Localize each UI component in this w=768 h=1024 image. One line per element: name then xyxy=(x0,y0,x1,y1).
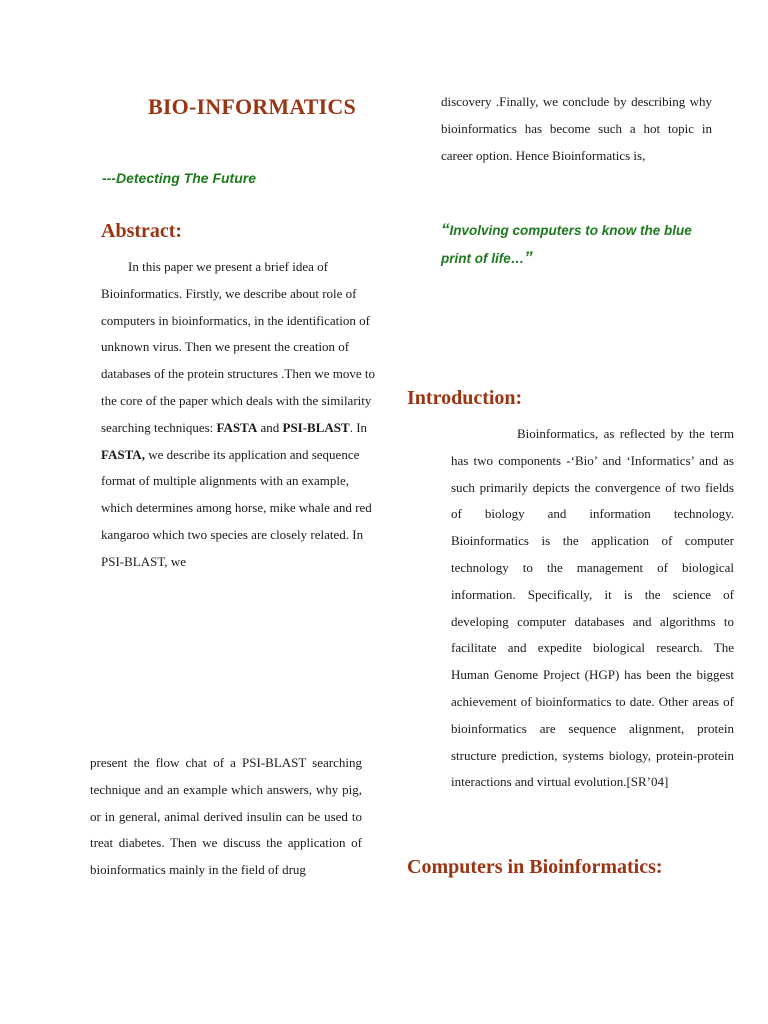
psiblast-term: PSI-BLAST xyxy=(282,419,350,435)
document-title: BIO-INFORMATICS xyxy=(148,94,356,119)
quote-close-mark: ” xyxy=(524,248,533,267)
abstract-heading: Abstract: xyxy=(101,220,183,242)
abstract-paragraph xyxy=(101,254,384,576)
quote-open-mark: “ xyxy=(441,220,450,239)
abstract-continued-paragraph: present the flow chat of a PSI-BLAST searching technique and an example which answers, why pig, or in general, animal derived insulin can be used to treat diabetes. Then we discuss the application of bioinformatics mainly in the field of drug xyxy=(90,755,362,878)
pull-quote xyxy=(441,216,711,272)
computers-heading: Computers in Bioinformatics: xyxy=(407,856,663,878)
fasta-term-2: FASTA, xyxy=(101,446,145,462)
abstract-text-1: In this paper we present a brief idea of Bioinformatics. Firstly, we describe about role of computers in bioinformatics, in the identification of unknown virus. Then we present the creation of databases of the protein structures .Then we move to the core of the paper which deals with the similarity searching techniques: xyxy=(101,259,375,435)
introduction-paragraph xyxy=(451,421,734,796)
introduction-text: Bioinformatics, as reflected by the term has two components -‘Bio’ and ‘Informatics’ and as such primarily depicts the convergence of two fields of biology and information technology. Bioinformatics is the application of computer technology to the management of biological information. Specifically, it is the science of developing computer databases and algorithms to facilitate and expedite biological research. The Human Genome Project (HGP) has been the biggest achievement of bioinformatics to date. Other areas of bioinformatics are sequence alignment, protein structure prediction, systems biology, protein-protein interactions and virtual evolution.[SR’04] xyxy=(451,426,734,790)
right-column-paragraph: discovery .Finally, we conclude by describing why bioinformatics has become such a hot topic in career option. Hence Bioinformatics is, xyxy=(441,94,712,163)
quote-text: Involving computers to know the blue print of life… xyxy=(441,223,692,266)
document-subtitle: ---Detecting The Future xyxy=(102,170,256,186)
and-text: and xyxy=(257,419,283,435)
introduction-heading: Introduction: xyxy=(407,387,523,409)
fasta-term: FASTA xyxy=(216,419,258,435)
abstract-text-2: . In xyxy=(349,419,368,435)
abstract-text-3: we describe its application and sequence format of multiple alignments with an example, which determines among horse, mike whale and red kangaroo which two species are closely related. In PSI-BLAST, we xyxy=(101,446,372,569)
